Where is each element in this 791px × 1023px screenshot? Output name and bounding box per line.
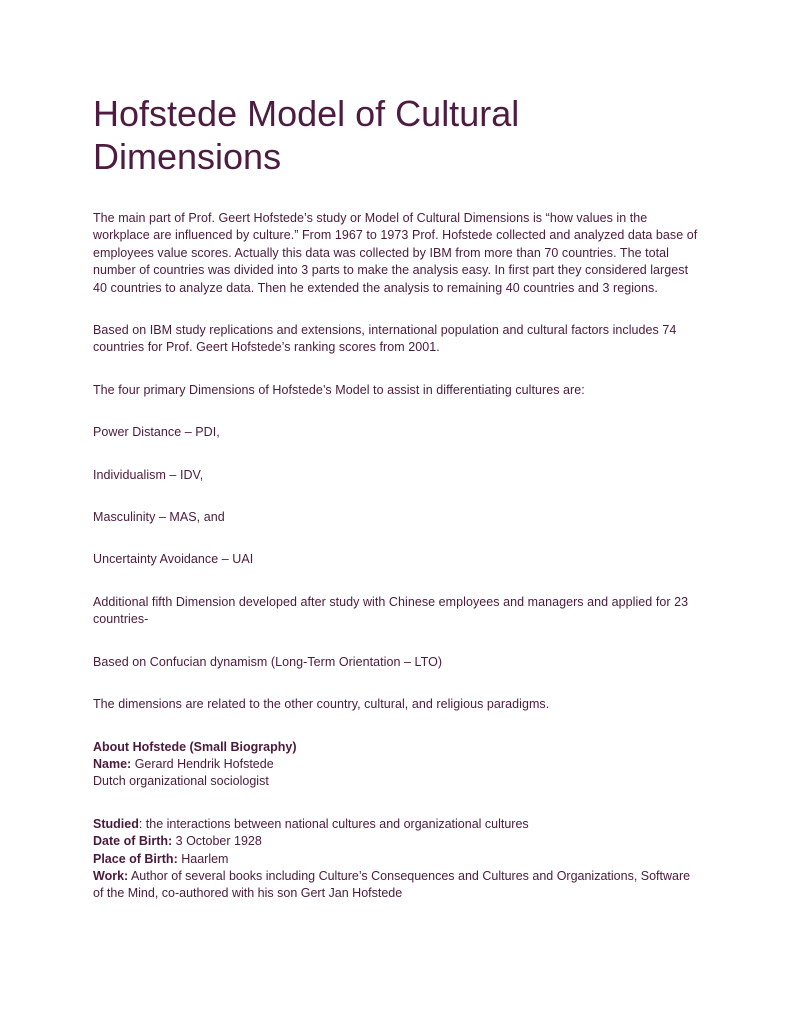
biography-heading: About Hofstede (Small Biography) xyxy=(93,739,297,754)
biography-block-1 xyxy=(93,739,703,791)
dimension-mas: Masculinity – MAS, and xyxy=(93,510,225,525)
dob-value: 3 October 1928 xyxy=(172,834,262,849)
paradigms-paragraph: The dimensions are related to the other country, cultural, and religious paradigms. xyxy=(93,697,550,712)
pob-value: Haarlem xyxy=(177,851,229,866)
biography-work xyxy=(93,868,703,903)
biography-occupation: Dutch organizational sociologist xyxy=(93,774,269,789)
dimensions-intro-paragraph: The four primary Dimensions of Hofstede’s Model to assist in differentiating cultures are: xyxy=(93,382,585,397)
dimension-uai: Uncertainty Avoidance – UAI xyxy=(93,552,254,567)
dimension-idv: Individualism – IDV, xyxy=(93,467,204,482)
dimension-lto: Based on Confucian dynamism (Long-Term Orientation – LTO) xyxy=(93,654,443,669)
work-value: Author of several books including Culture’s Consequences and Cultures and Organizations, Software of the Mind, co-authored with his son Gert Jan Hofstede xyxy=(93,868,691,901)
dob-label: Date of Birth: xyxy=(93,834,173,849)
biography-block-2 xyxy=(93,816,703,903)
biography-pob xyxy=(93,851,703,868)
work-label: Work: xyxy=(93,868,129,883)
biography-dob xyxy=(93,833,703,850)
name-value: Gerard Hendrik Hofstede xyxy=(131,756,274,771)
dimension-pdi: Power Distance – PDI, xyxy=(93,425,220,440)
intro-paragraph: The main part of Prof. Geert Hofstede’s study or Model of Cultural Dimensions is “how values in the workplace are influenced by culture.” From 1967 to 1973 Prof. Hofstede collected and analyzed data base of employees value scores. Actually this data was collected by IBM from more than 70 countries. The total number of countries was divided into 3 parts to make the analysis easy. In first part they considered largest 40 countries to analyze data. Then he extended the analysis to remaining 40 countries and 3 regions. xyxy=(93,211,698,295)
biography-studied xyxy=(93,816,703,833)
fifth-dimension-paragraph: Additional fifth Dimension developed after study with Chinese employees and managers and applied for 23 countries- xyxy=(93,594,689,627)
studied-label: Studied xyxy=(93,816,139,831)
biography-name xyxy=(93,756,703,773)
name-label: Name: xyxy=(93,756,132,771)
ibm-study-paragraph: Based on IBM study replications and extensions, international population and cultural factors includes 74 countries for Prof. Geert Hofstede’s ranking scores from 2001. xyxy=(93,323,677,355)
studied-value: : the interactions between national cultures and organizational cultures xyxy=(138,816,529,831)
page-title: Hofstede Model of Cultural Dimensions xyxy=(93,93,520,177)
document-page xyxy=(93,92,703,928)
pob-label: Place of Birth: xyxy=(93,851,178,866)
